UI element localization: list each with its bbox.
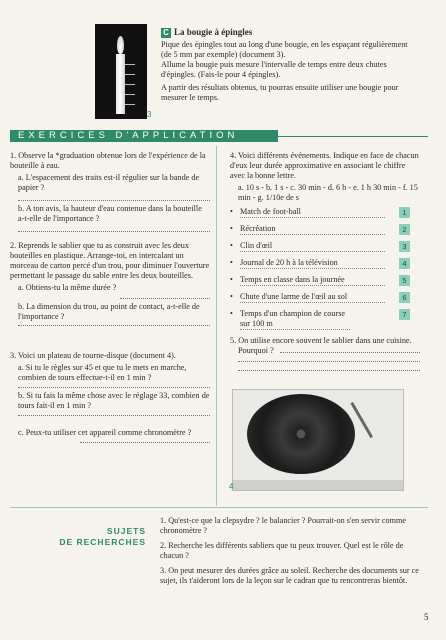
sujets-title-2: DE RECHERCHES xyxy=(59,537,146,547)
exercise-3-b: b. Si tu fais la même chose avec le réglage 33, combien de tours fait-il en 1 min ? xyxy=(18,391,210,410)
exercise-1 xyxy=(10,151,210,232)
exercise-5-question: 5. On utilise encore souvent le sablier dans une cuisine. xyxy=(230,336,412,345)
sujets-item-3: 3. On peut mesurer des durées grâce au soleil. Recherche des documents sur ce sujet, ils t'aideront lors de la leçon sur le cadran que tu rencontreras bientôt. xyxy=(160,566,419,585)
event-label: Match de foot-ball xyxy=(240,207,385,218)
sujets-title-1: SUJETS xyxy=(106,526,146,536)
event-row xyxy=(230,275,410,286)
pin-icon xyxy=(125,64,135,65)
exercise-3-a: a. Si tu le règles sur 45 et que tu le mets en marche, combien de tours effectue-t-il en 1 min ? xyxy=(18,363,187,382)
intro-paragraph-2: Allume la bougie puis mesure l'intervalle de temps entre deux chutes d'épingles. (Fais-le pour 4 épingles). xyxy=(161,60,387,79)
event-row xyxy=(230,241,410,252)
exercise-3-question: 3. Voici un plateau de tourne-disque (document 4). xyxy=(10,351,176,360)
event-number-box[interactable]: 6 xyxy=(399,292,410,303)
sujets-heading xyxy=(50,526,146,548)
pin-icon xyxy=(125,94,135,95)
exercise-1-a: a. L'espacement des traits est-il régulier sur la bande de papier ? xyxy=(18,173,200,192)
exercise-3 xyxy=(10,351,210,443)
turntable-platter-icon xyxy=(247,394,355,474)
photo-number: 3 xyxy=(147,110,152,119)
answer-line[interactable] xyxy=(238,370,420,371)
event-row xyxy=(230,224,410,235)
event-row xyxy=(230,258,410,269)
event-label: Temps en classe dans la journée xyxy=(240,275,385,286)
pin-icon xyxy=(125,104,135,105)
sujets-list xyxy=(160,516,422,586)
candle-icon xyxy=(116,54,125,114)
answer-line[interactable] xyxy=(18,231,210,232)
banner-rule xyxy=(278,136,428,137)
intro-title: La bougie à épingles xyxy=(174,27,253,37)
event-number-box[interactable]: 4 xyxy=(399,258,410,269)
column-divider xyxy=(216,146,217,506)
event-number-box[interactable]: 3 xyxy=(399,241,410,252)
document-4-number: 4 xyxy=(229,482,234,491)
pin-icon xyxy=(125,84,135,85)
intro-block xyxy=(161,27,411,103)
bullet-icon: • xyxy=(230,275,233,284)
exercise-1-b: b. A ton avis, la hauteur d'eau contenue dans la bouteille a-t-elle de l'importance ? xyxy=(18,204,202,223)
sujets-item-2: 2. Recherche les différents sabliers que tu peux trouver. Quel est le rôle de chacun ? xyxy=(160,541,404,560)
section-rule xyxy=(10,507,428,508)
answer-line[interactable] xyxy=(120,298,210,299)
exercise-2-b: b. La dimension du trou, au point de contact, a-t-elle de l'importance ? xyxy=(18,302,200,321)
bullet-icon: • xyxy=(230,207,233,216)
exercise-5 xyxy=(230,336,420,371)
event-label: Journal de 20 h à la télévision xyxy=(240,258,385,269)
answer-line[interactable] xyxy=(238,361,420,362)
exercise-2-question: 2. Reprends le sablier que tu as construit avec les deux bouteilles en plastique. Arrange-toi, en intercalant un morceau de carton percé d'un trou, pour diminuer l'ouverture permettant le passage du sable entre les deux bouteilles. xyxy=(10,241,210,280)
answer-line[interactable] xyxy=(280,352,420,353)
intro-paragraph-1: Pique des épingles tout au long d'une bougie, en les espaçant régulièrement (de 5 mm par exemple) (document 3). xyxy=(161,40,408,59)
bullet-icon: • xyxy=(230,292,233,301)
exercise-5-prompt: Pourquoi ? xyxy=(238,346,274,355)
event-label: Clin d'œil xyxy=(240,241,385,252)
bullet-icon: • xyxy=(230,258,233,267)
exercise-2-a: a. Obtiens-tu la même durée ? xyxy=(18,283,117,292)
answer-line[interactable] xyxy=(18,415,210,416)
event-label: Récréation xyxy=(240,224,385,235)
bullet-icon: • xyxy=(230,309,233,318)
answer-line[interactable] xyxy=(18,325,210,326)
event-row xyxy=(230,207,410,218)
section-badge: C xyxy=(161,28,171,38)
event-number-box[interactable]: 1 xyxy=(399,207,410,218)
exercise-4-question: 4. Voici différents événements. Indique en face de chacun d'eux leur durée approximative en associant le chiffre avec la bonne lettre. xyxy=(230,151,419,180)
event-number-box[interactable]: 5 xyxy=(399,275,410,286)
turntable-base xyxy=(233,480,403,490)
event-label: Temps d'un champion de course sur 100 m xyxy=(240,309,350,330)
bullet-icon: • xyxy=(230,224,233,233)
exercise-1-question: 1. Observe la *graduation obtenue lors de l'expérience de la bouteille à eau. xyxy=(10,151,206,170)
answer-line[interactable] xyxy=(18,387,210,388)
event-row xyxy=(230,309,410,330)
exercise-2 xyxy=(10,241,210,326)
event-row xyxy=(230,292,410,303)
exercise-4 xyxy=(230,151,420,203)
events-list xyxy=(230,207,410,330)
event-number-box[interactable]: 2 xyxy=(399,224,410,235)
section-banner: EXERCICES D'APPLICATION xyxy=(10,130,278,142)
exercise-4-letters: a. 10 s - b. 1 s - c. 30 min - d. 6 h - e. 1 h 30 min - f. 15 min - g. 1/10e de s xyxy=(238,183,418,202)
event-number-box[interactable]: 7 xyxy=(399,309,410,320)
event-label: Chute d'une larme de l'œil au sol xyxy=(240,292,385,303)
sujets-item-1: 1. Qu'est-ce que la clepsydre ? le balancier ? Pourrait-on s'en servir comme chronomètre ? xyxy=(160,516,406,535)
pin-icon xyxy=(125,74,135,75)
page-number: 5 xyxy=(424,612,429,622)
answer-line[interactable] xyxy=(18,200,210,201)
bullet-icon: • xyxy=(230,241,233,250)
candle-photo xyxy=(95,24,147,119)
flame-icon xyxy=(117,36,124,54)
answer-line[interactable] xyxy=(80,442,210,443)
turntable-photo xyxy=(232,389,404,491)
exercise-3-c: c. Peux-tu utiliser cet appareil comme chronomètre ? xyxy=(18,428,192,437)
intro-paragraph-3: A partir des résultats obtenus, tu pourras ensuite utiliser une bougie pour mesurer le temps. xyxy=(161,83,399,102)
